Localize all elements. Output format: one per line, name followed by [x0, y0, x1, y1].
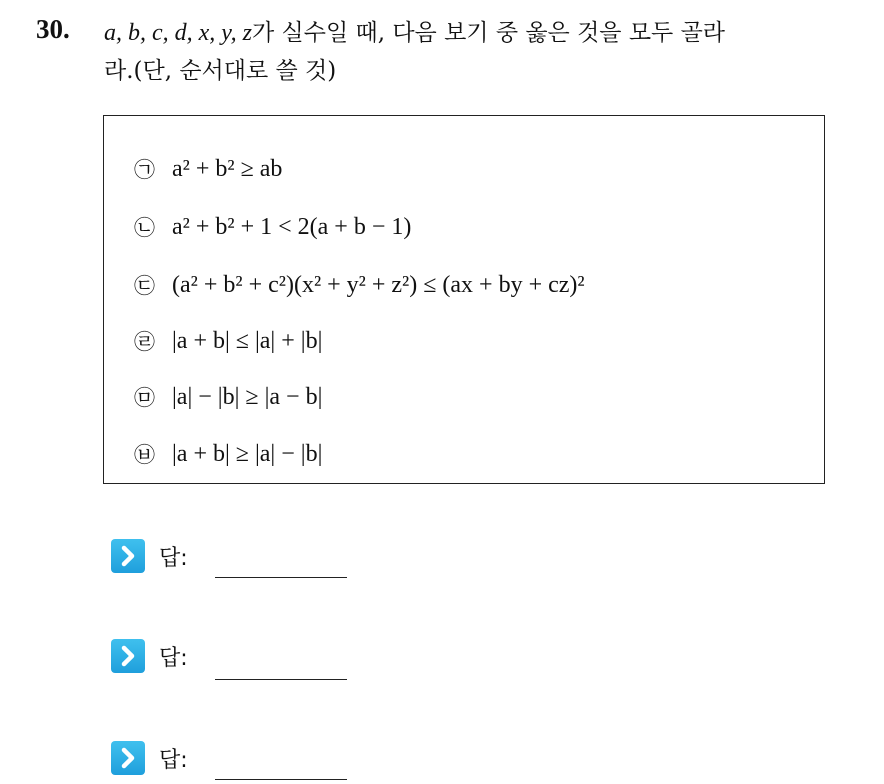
option-6-expression: |a + b| ≥ |a| − |b|: [172, 440, 323, 467]
question-line2: 라.(단, 순서대로 쓸 것): [104, 58, 337, 84]
question-line1: 가 실수일 때, 다음 보기 중 옳은 것을 모두 골라: [251, 20, 726, 46]
chevron-right-icon: [111, 741, 145, 775]
option-2-mark: ㉡: [134, 216, 155, 240]
option-5: [134, 377, 322, 417]
answer-label: 답:: [159, 645, 188, 671]
option-2-expression: a² + b² + 1 < 2(a + b − 1): [172, 213, 412, 240]
option-6: [134, 434, 322, 474]
option-4: [134, 321, 322, 361]
option-4-expression: |a + b| ≤ |a| + |b|: [172, 327, 323, 354]
answer-blank-3[interactable]: [215, 778, 347, 780]
question-number: 30.: [36, 14, 70, 44]
answer-row-2: [111, 638, 188, 674]
option-1-expression: a² + b² ≥ ab: [172, 155, 283, 182]
option-1-mark: ㉠: [134, 158, 155, 182]
option-2: [134, 207, 411, 247]
answer-blank-1[interactable]: [215, 576, 347, 578]
option-3-mark: ㉢: [134, 274, 155, 298]
chevron-right-icon: [111, 539, 145, 573]
answer-label: 답:: [159, 747, 188, 773]
answer-blank-2[interactable]: [215, 678, 347, 680]
option-6-mark: ㉥: [134, 443, 155, 467]
options-box: [103, 115, 825, 484]
option-5-mark: ㉤: [134, 386, 155, 410]
option-4-mark: ㉣: [134, 330, 155, 354]
question-text: [104, 14, 864, 90]
option-5-expression: |a| − |b| ≥ |a − b|: [172, 383, 323, 410]
answer-row-1: [111, 538, 188, 574]
chevron-right-icon: [111, 639, 145, 673]
option-1: [134, 149, 282, 189]
answer-row-3: [111, 740, 188, 776]
option-3: [134, 265, 585, 305]
question-variables: a, b, c, d, x, y, z: [104, 20, 252, 46]
option-3-expression: (a² + b² + c²)(x² + y² + z²) ≤ (ax + by + cz)²: [172, 271, 585, 298]
answer-label: 답:: [159, 545, 188, 571]
